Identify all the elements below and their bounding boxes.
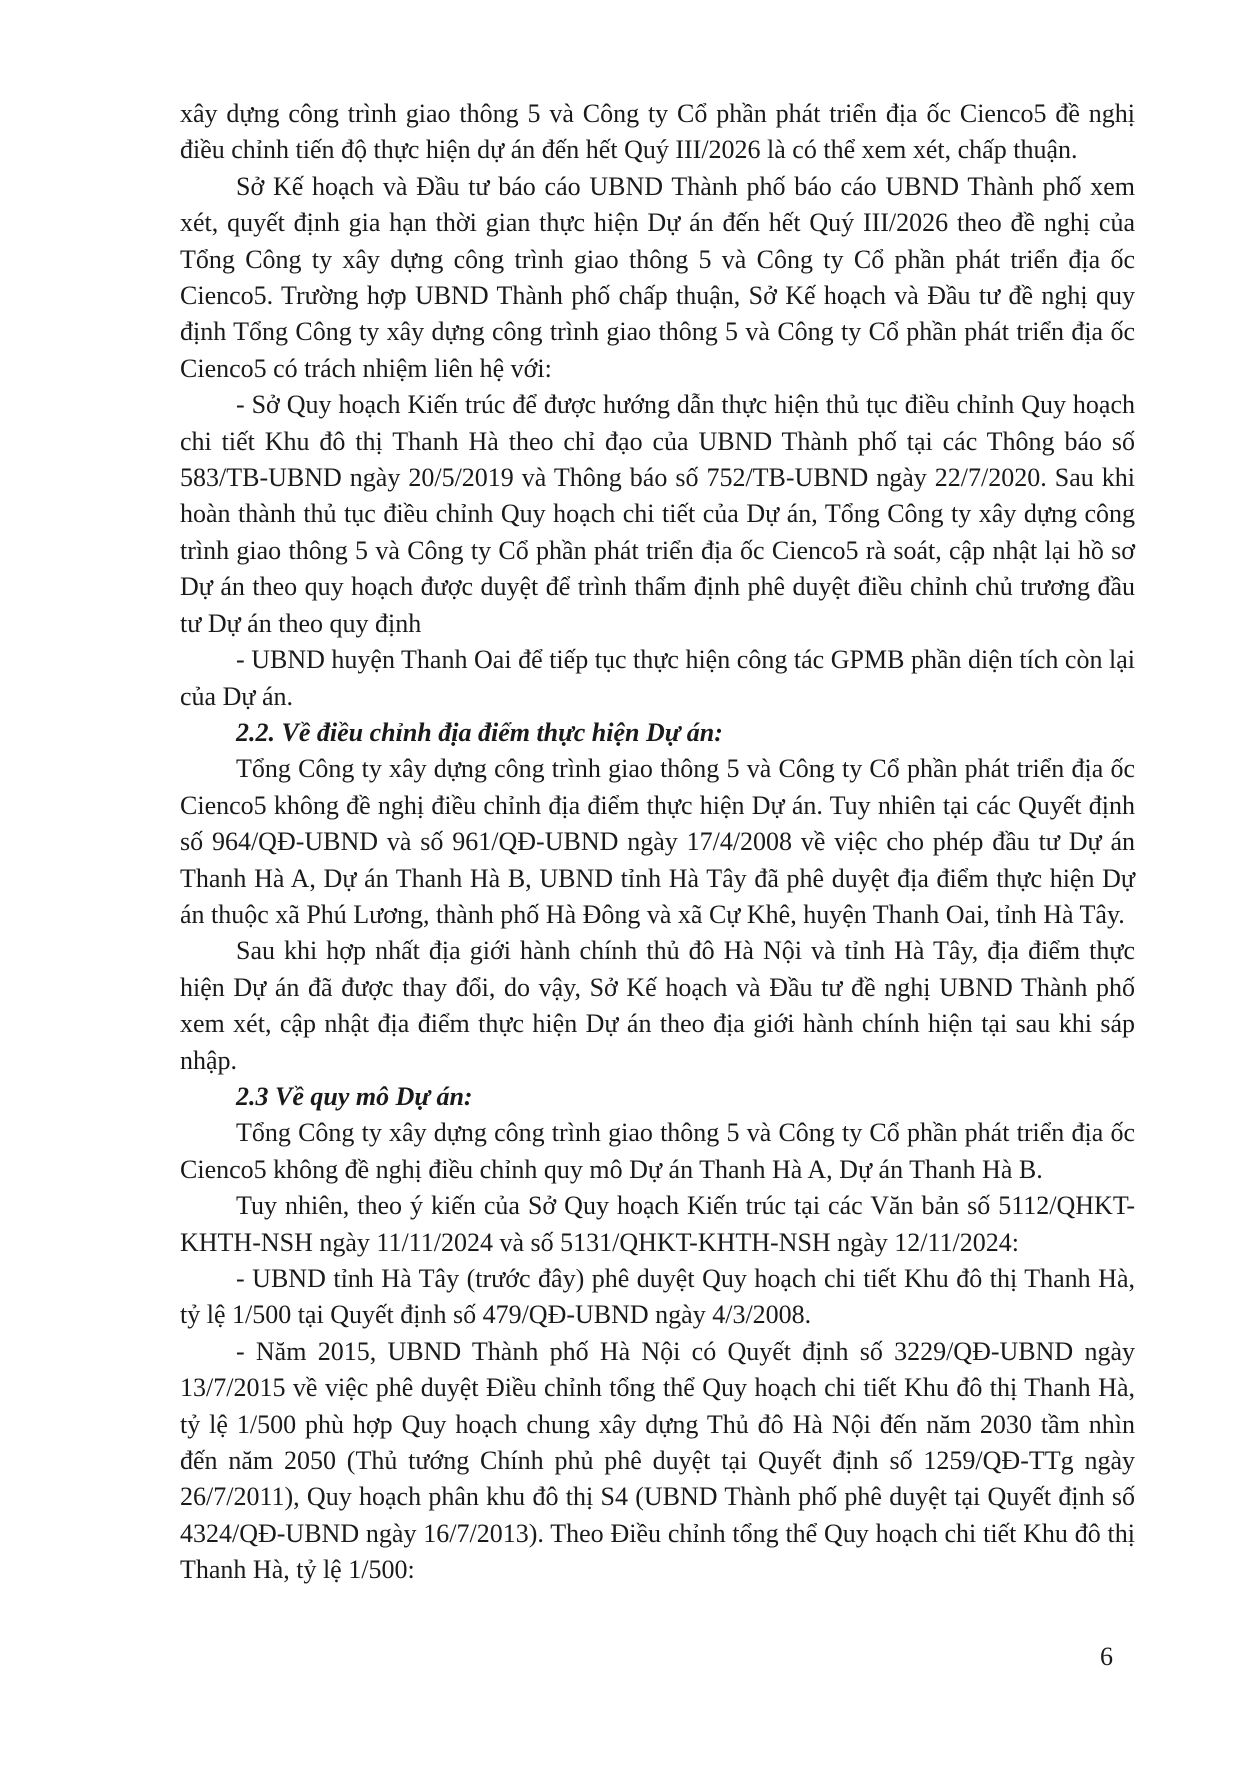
paragraph-bullet-2015: - Năm 2015, UBND Thành phố Hà Nội có Quyết định số 3229/QĐ-UBND ngày 13/7/2015 về việc phê duyệt Điều chỉnh tổng thể Quy hoạch chi tiết Khu đô thị Thanh Hà, tỷ lệ 1/500 phù hợp Quy hoạch chung xây dựng Thủ đô Hà Nội đến năm 2030 tầm nhìn đến năm 2050 (Thủ tướng Chính phủ phê duyệt tại Quyết định số 1259/QĐ-TTg ngày 26/7/2011), Quy hoạch phân khu đô thị S4 (UBND Thành phố phê duyệt tại Quyết định số 4324/QĐ-UBND ngày 16/7/2013). Theo Điều chỉnh tổng thể Quy hoạch chi tiết Khu đô thị Thanh Hà, tỷ lệ 1/500: bbox=[180, 1336, 1135, 1585]
page-number: 6 bbox=[1100, 1642, 1113, 1671]
paragraph-opinion: Tuy nhiên, theo ý kiến của Sở Quy hoạch Kiến trúc tại các Văn bản số 5112/QHKT-KHTH-NSH ngày 11/11/2024 và số 5131/QHKT-KHTH-NSH ngày 12/11/2024: bbox=[180, 1191, 1135, 1257]
paragraph-bullet-ha-tay: - UBND tỉnh Hà Tây (trước đây) phê duyệt Quy hoạch chi tiết Khu đô thị Thanh Hà, tỷ lệ 1/500 tại Quyết định số 479/QĐ-UBND ngày 4/3/2008. bbox=[180, 1264, 1135, 1330]
section-heading-2-3: 2.3 Về quy mô Dự án: bbox=[236, 1081, 473, 1111]
section-heading-2-2: 2.2. Về điều chỉnh địa điểm thực hiện Dự án: bbox=[236, 717, 723, 747]
paragraph-scale: Tổng Công ty xây dựng công trình giao thông 5 và Công ty Cổ phần phát triển địa ốc Cienco5 không đề nghị điều chỉnh quy mô Dự án Thanh Hà A, Dự án Thanh Hà B. bbox=[180, 1118, 1135, 1184]
paragraph-merger: Sau khi hợp nhất địa giới hành chính thủ đô Hà Nội và tỉnh Hà Tây, địa điểm thực hiện Dự án đã được thay đổi, do vậy, Sở Kế hoạch và Đầu tư đề nghị UBND Thành phố xem xét, cập nhật địa điểm thực hiện Dự án theo địa giới hành chính hiện tại sau khi sáp nhập. bbox=[180, 936, 1135, 1075]
paragraph-continuation: xây dựng công trình giao thông 5 và Công ty Cổ phần phát triển địa ốc Cienco5 đề nghị điều chỉnh tiến độ thực hiện dự án đến hết Quý III/2026 là có thể xem xét, chấp thuận. bbox=[180, 99, 1135, 165]
paragraph-report: Sở Kế hoạch và Đầu tư báo cáo UBND Thành phố báo cáo UBND Thành phố xem xét, quyết định gia hạn thời gian thực hiện Dự án đến hết Quý III/2026 theo đề nghị của Tổng Công ty xây dựng công trình giao thông 5 và Công ty Cổ phần phát triển địa ốc Cienco5. Trường hợp UBND Thành phố chấp thuận, Sở Kế hoạch và Đầu tư đề nghị quy định Tổng Công ty xây dựng công trình giao thông 5 và Công ty Cổ phần phát triển địa ốc Cienco5 có trách nhiệm liên hệ với: bbox=[180, 171, 1135, 383]
paragraph-bullet-planning-dept: - Sở Quy hoạch Kiến trúc để được hướng dẫn thực hiện thủ tục điều chỉnh Quy hoạch chi tiết Khu đô thị Thanh Hà theo chỉ đạo của UBND Thành phố tại các Thông báo số 583/TB-UBND ngày 20/5/2019 và Thông báo số 752/TB-UBND ngày 22/7/2020. Sau khi hoàn thành thủ tục điều chỉnh Quy hoạch chi tiết của Dự án, Tổng Công ty xây dựng công trình giao thông 5 và Công ty Cổ phần phát triển địa ốc Cienco5 rà soát, cập nhật lại hồ sơ Dự án theo quy hoạch được duyệt để trình thẩm định phê duyệt điều chỉnh chủ trương đầu tư Dự án theo quy định bbox=[180, 390, 1135, 638]
document-page bbox=[180, 96, 1135, 1589]
paragraph-location: Tổng Công ty xây dựng công trình giao thông 5 và Công ty Cổ phần phát triển địa ốc Cienco5 không đề nghị điều chỉnh địa điểm thực hiện Dự án. Tuy nhiên tại các Quyết định số 964/QĐ-UBND và số 961/QĐ-UBND ngày 17/4/2008 về việc cho phép đầu tư Dự án Thanh Hà A, Dự án Thanh Hà B, UBND tỉnh Hà Tây đã phê duyệt địa điểm thực hiện Dự án thuộc xã Phú Lương, thành phố Hà Đông và xã Cự Khê, huyện Thanh Oai, tỉnh Hà Tây. bbox=[180, 754, 1135, 929]
paragraph-bullet-district: - UBND huyện Thanh Oai để tiếp tục thực hiện công tác GPMB phần diện tích còn lại của Dự án. bbox=[180, 645, 1135, 711]
